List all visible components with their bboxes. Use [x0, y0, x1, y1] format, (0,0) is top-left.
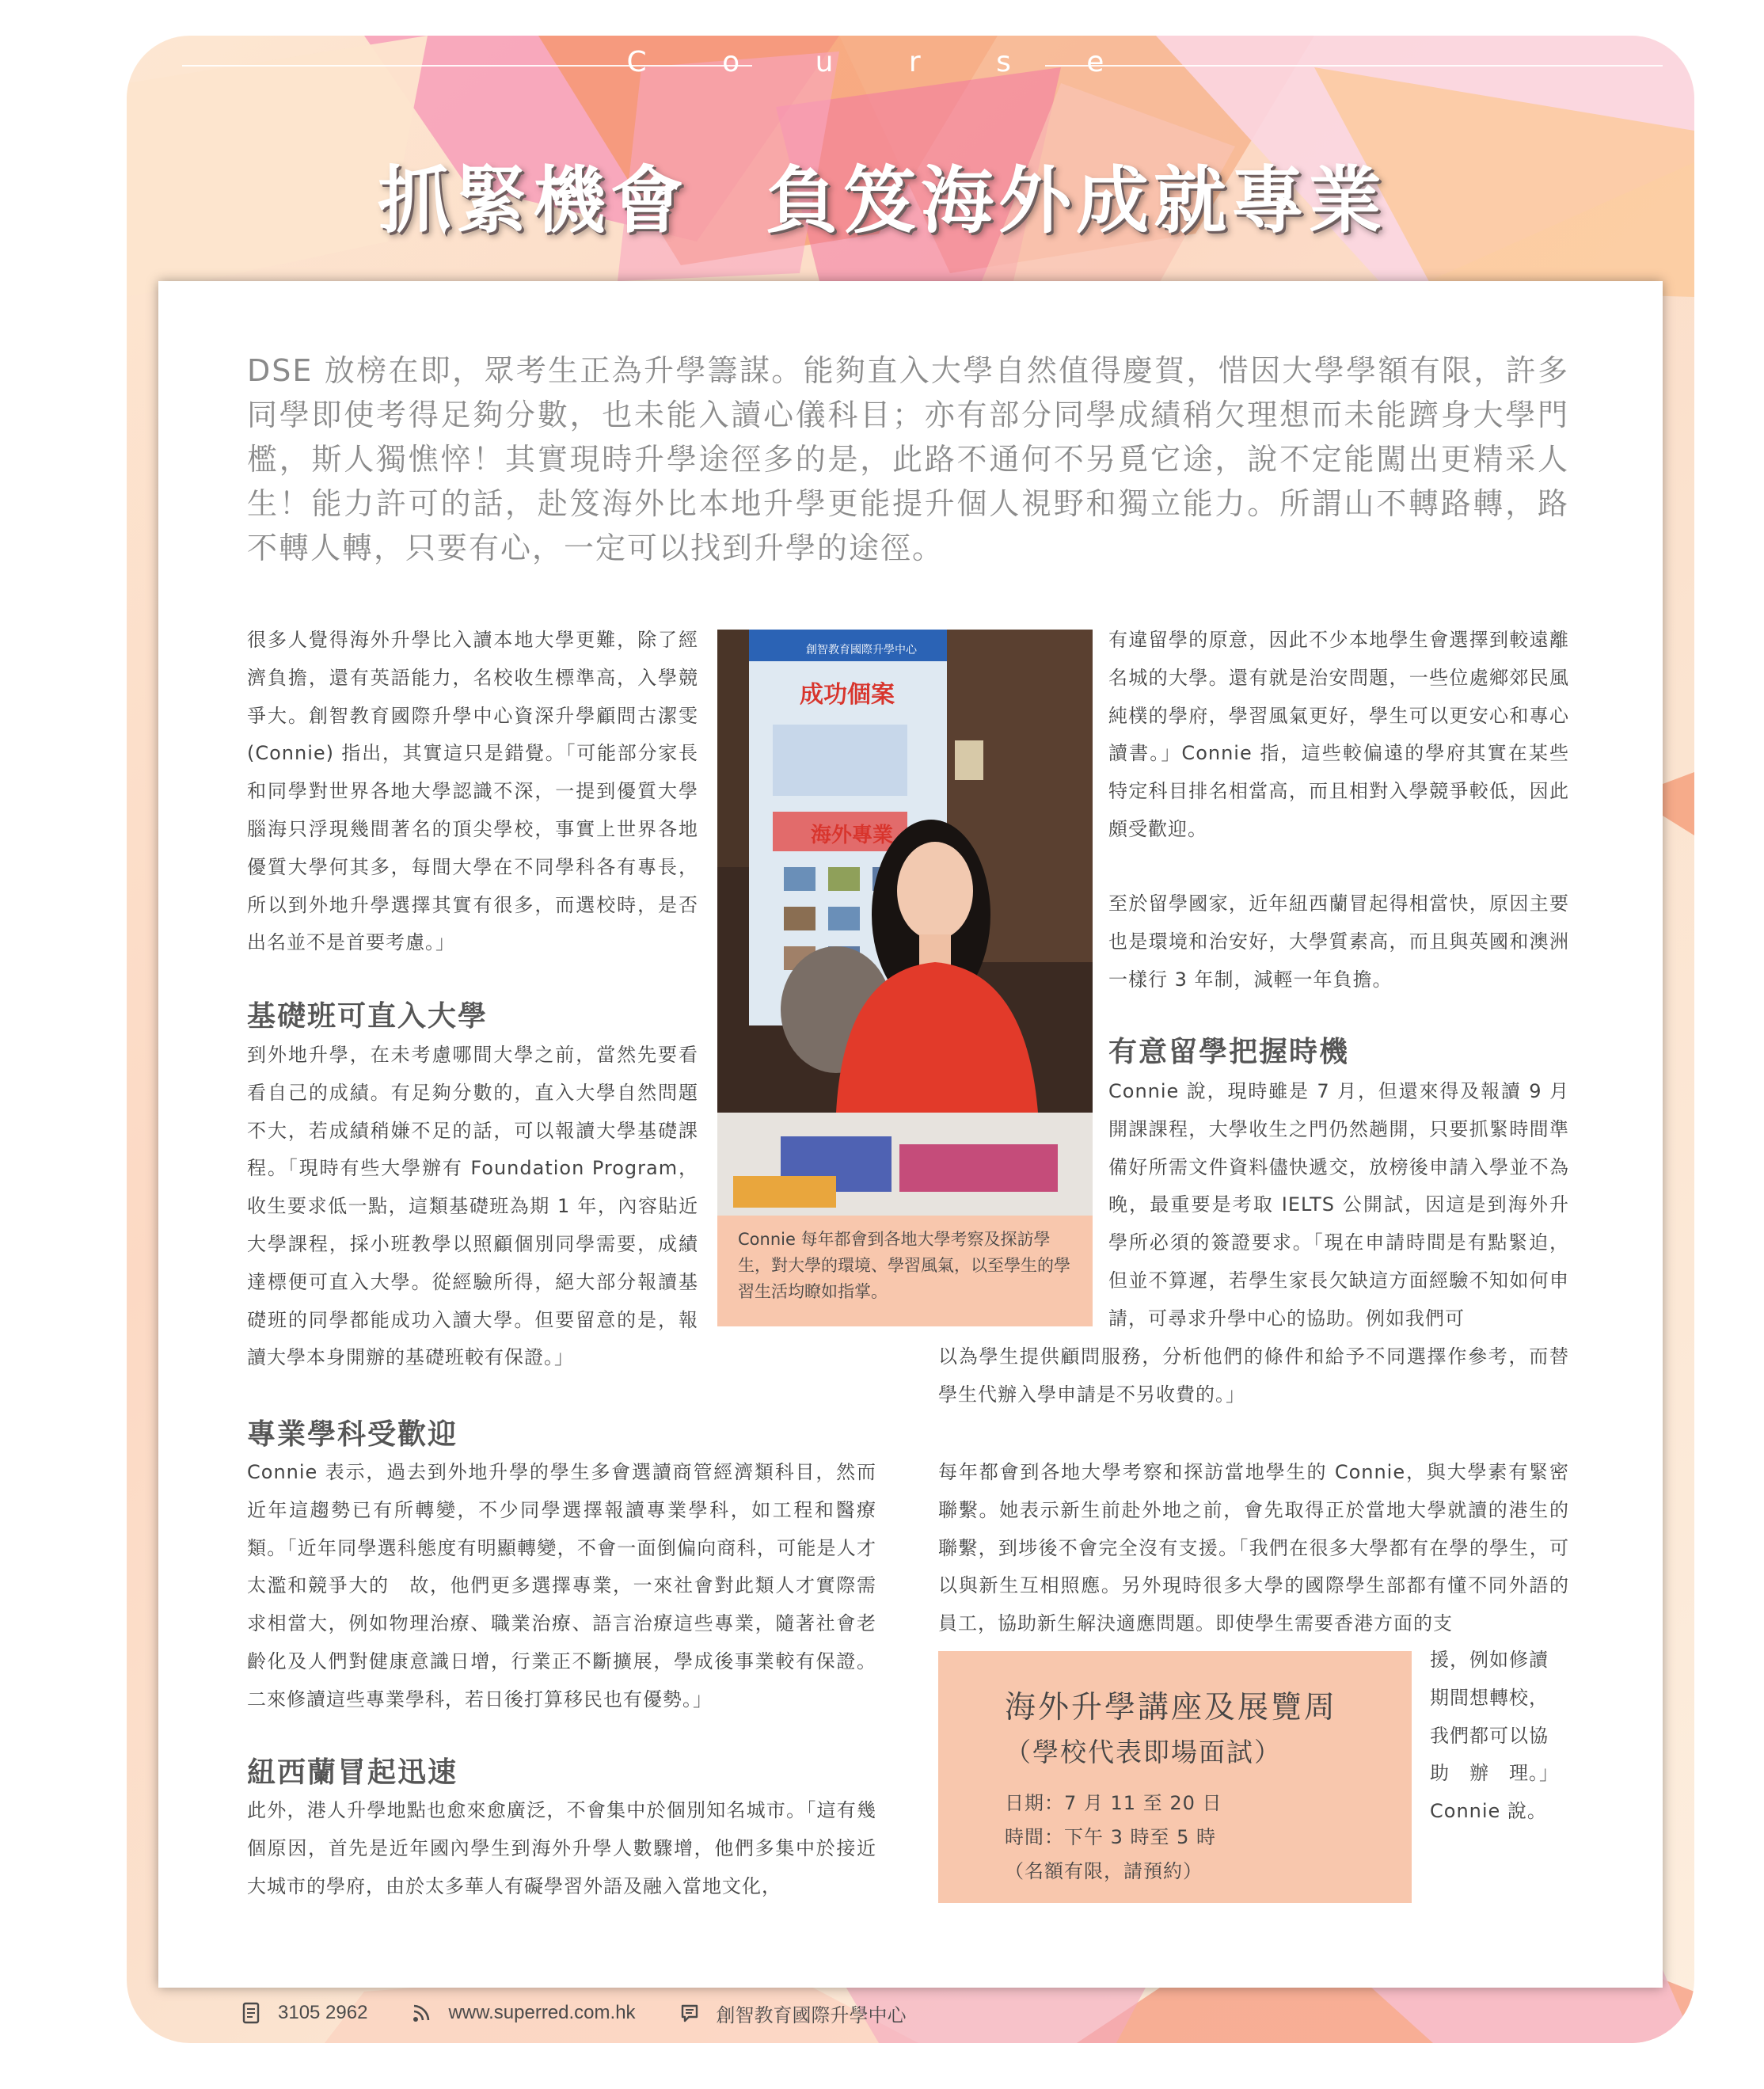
- page-title: 抓緊機會 負笈海外成就專業: [377, 158, 1386, 243]
- event-date: 日期：7 月 11 至 20 日: [1005, 1792, 1222, 1814]
- paragraph-text: Connie 表示，過去到外地升學的學生多會選讀商管經濟類科目，然而近年這趨勢已有所轉變，不少同學選擇報讀專業學科，如工程和醫療類。「近年同學選科態度有明顯轉變，不會一面倒偏向商科，可能是人才太濫和競爭大的 故，他們更多選擇專業，一來社會對此類人才實際需求相當大，例如物理治療、職業治療、語言治療這些專業，隨著社會老齡化及人們對健康意識日增，行業正不斷擴展，學成後事業較有保證。二來修讀這些專業學科，若日後打算移民也有優勢。」: [247, 1461, 876, 1710]
- event-note: （名額有限，請預約）: [1005, 1860, 1203, 1882]
- left-paragraph-2: [247, 1037, 698, 1377]
- rss-icon: [412, 2002, 431, 2024]
- subheading-timing: 有意留學把握時機: [1108, 1036, 1350, 1068]
- event-time: 時間：下午 3 時至 5 時: [1005, 1826, 1217, 1848]
- footer-phone: [241, 2002, 367, 2024]
- tail-line: Connie 說。: [1430, 1800, 1547, 1823]
- event-subtitle: （學校代表即場面試）: [1005, 1737, 1282, 1767]
- paragraph-text: Connie 說，現時雖是 7 月，但還來得及報讀 9 月開課課程，大學收生之門仍然趟開，只要抓緊時間準備好所需文件資料儘快遞交，放榜後申請入學並不為晚，最重要是考取 IELTS 公開試，因這是到海外升學所必須的簽證要求。「現在申請時間是有點緊迫，但並不算遲，若學生家長欠缺這方面經驗不知如何申請，可尋求升學中心的協助。例如我們可: [1108, 1080, 1569, 1330]
- tail-line: 助 辦 理。」: [1430, 1762, 1559, 1785]
- banner-overseas-text: 海外專業: [811, 824, 894, 847]
- paragraph-text: 每年都會到各地大學考察和探訪當地學生的 Connie，與大學素有緊密聯繫。她表示新生前赴外地之前，會先取得正於當地大學就讀的港生的聯繫，到埗後不會完全沒有支援。「我們在很多大學都有在學的學生，可以與新生互相照應。另外現時很多大學的國際學生部都有懂不同外語的員工，協助新生解決適應問題。即使學生需要香港方面的支: [938, 1461, 1569, 1635]
- footer-org: [680, 2000, 907, 2027]
- footer-website[interactable]: [412, 2002, 635, 2024]
- tail-line: 援，例如修讀: [1430, 1649, 1549, 1671]
- paragraph-text: 至於留學國家，近年紐西蘭冒起得相當快，原因主要也是環境和治安好，大學質素高，而且與英國和澳洲一樣行 3 年制，減輕一年負擔。: [1108, 892, 1569, 991]
- left-paragraph-4: [247, 1792, 876, 1905]
- right-paragraph-3a: [1108, 1073, 1569, 1338]
- footer-phone-text: 3105 2962: [278, 2002, 368, 2023]
- left-paragraph-3: [247, 1454, 876, 1719]
- tail-line: 期間想轉校，: [1430, 1686, 1549, 1709]
- event-title: 海外升學講座及展覽周: [1005, 1690, 1338, 1726]
- phone-book-icon: [241, 2002, 260, 2024]
- right-paragraph-2: [1108, 885, 1569, 999]
- right-paragraph-1: [1108, 622, 1569, 849]
- photo-caption: Connie 每年都會到各地大學考察及探訪學生，對大學的環境、學習風氣，以至學生的學習生活均瞭如指掌。: [717, 1216, 1093, 1326]
- paragraph-text: 有違留學的原意，因此不少本地學生會選擇到較遠離名城的大學。還有就是治安問題，一些位處鄉郊民風純樸的學府，學習風氣更好，學生可以更安心和專心讀書。」Connie 指，這些較偏遠的學府其實在某些特定科目排名相當高，而且相對入學競爭較低，因此頗受歡迎。: [1108, 629, 1569, 840]
- left-paragraph-1: [247, 622, 698, 962]
- intro-paragraph: DSE 放榜在即，眾考生正為升學籌謀。能夠直入大學自然值得慶賀，惜因大學學額有限，許多同學即使考得足夠分數，也未能入讀心儀科目；亦有部分同學成績稍欠理想而未能躋身大學門檻，斯人獨憔悴！其實現時升學途徑多的是，此路不通何不另覓它途，說不定能闖出更精采人生！能力許可的話，赴笈海外比本地升學更能提升個人視野和獨立能力。所謂山不轉路轉，路不轉人轉，只要有心，一定可以找到升學的途徑。: [247, 353, 1569, 565]
- event-info-box: [938, 1651, 1412, 1903]
- right-paragraph-4-tail: [1430, 1642, 1572, 1831]
- paragraph-text: 到外地升學，在未考慮哪間大學之前，當然先要看看自己的成績。有足夠分數的，直入大學自然問題不大，若成績稍嫌不足的話，可以報讀大學基礎課程。「現時有些大學辦有 Foundation Program，收生要求低一點，這類基礎班為期 1 年，內容貼近大學課程，採小班教學以照顧個別同學需要，成績達標便可直入大學。從經驗所得，絕大部分報讀基礎班的同學都能成功入讀大學。但要留意的是，報讀大學本身開辦的基礎班較有保證。」: [247, 1044, 698, 1369]
- consultant-photo: [717, 630, 1093, 1216]
- chat-icon: [680, 2002, 699, 2024]
- footer-website-link[interactable]: www.superred.com.hk: [448, 2002, 636, 2023]
- right-paragraph-3b: [938, 1338, 1569, 1414]
- right-paragraph-4: [938, 1454, 1569, 1643]
- footer-org-text: 創智教育國際升學中心: [716, 2004, 907, 2026]
- tail-line: 我們都可以協: [1430, 1724, 1549, 1747]
- section-label: C o u r s e: [626, 46, 1138, 78]
- paragraph-text: 很多人覺得海外升學比入讀本地大學更難，除了經濟負擔，還有英語能力，名校收生標準高，入學競爭大。創智教育國際升學中心資深升學顧問古潔雯(Connie) 指出，其實這只是錯覺。「可能部分家長和同學對世界各地大學認識不深，一提到優質大學腦海只浮現幾間著名的頂尖學校，事實上世界各地優質大學何其多，每間大學在不同學科各有專長，所以到外地升學選擇其實有很多，而選校時，是否出名並不是首要考慮。」: [247, 629, 698, 954]
- paragraph-text: 此外，港人升學地點也愈來愈廣泛，不會集中於個別知名城市。「這有幾個原因，首先是近年國內學生到海外升學人數驟增，他們多集中於接近大城市的學府，由於太多華人有礙學習外語及融入當地文化，: [247, 1799, 876, 1897]
- subheading-professional: 專業學科受歡迎: [247, 1418, 458, 1451]
- subheading-new-zealand: 紐西蘭冒起迅速: [247, 1756, 458, 1789]
- subheading-foundation: 基礎班可直入大學: [247, 1000, 489, 1033]
- banner-top-text: 創智教育國際升學中心: [806, 644, 917, 656]
- banner-cases-text: 成功個案: [800, 681, 895, 709]
- paragraph-text: 以為學生提供顧問服務，分析他們的條件和給予不同選擇作參考，而替學生代辦入學申請是不另收費的。」: [938, 1345, 1569, 1406]
- footer-contact-bar: [241, 1997, 951, 2029]
